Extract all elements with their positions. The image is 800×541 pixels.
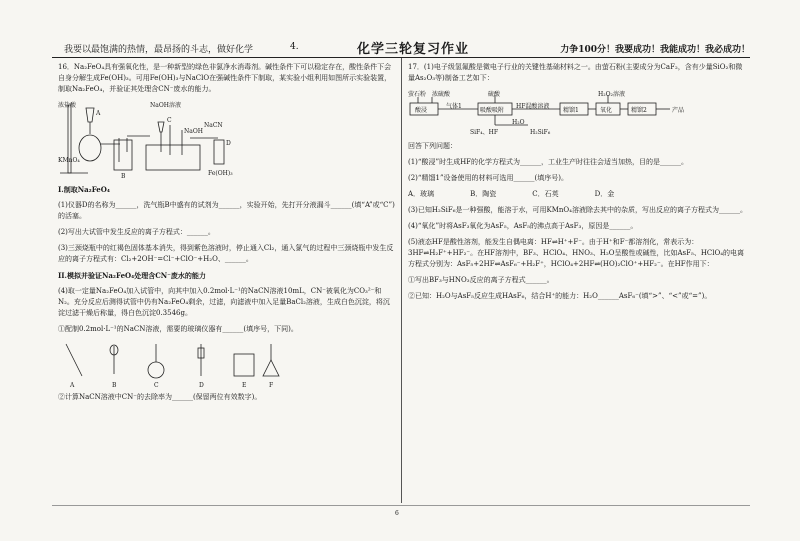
q16-4: (4)取一定量Na₂FeO₄加入试管中，向其中加入0.2mol·L⁻¹的NaCN溶液10mL，CN⁻被氧化为CO₃²⁻和N₂。充分反应后测得试管中仍有Na₂FeO₄剩余，过滤，向滤液中加入足量BaCl₂溶液，生成白色沉淀，将沉淀过滤干燥后称量，得白色沉淀0.3546g。 <box>58 287 390 317</box>
header-page-marker: 4. <box>290 42 299 52</box>
label-a: A <box>96 110 101 117</box>
page-title: 化学三轮复习作业 <box>357 42 470 57</box>
glassware-options <box>58 340 396 390</box>
q17-4: (4)“氧化”时将AsF₃氧化为AsF₅，AsF₅的沸点高于AsF₃，原因是______。 <box>408 222 638 230</box>
flow-gas1: 气体1 <box>446 103 462 110</box>
process-flow-drawing <box>408 89 708 137</box>
q16-4-sub2: ②计算NaCN溶液中CN⁻的去除率为______(保留两位有效数字)。 <box>58 393 262 401</box>
label-naoh: NaOH <box>184 128 203 135</box>
flow-conc-h2so4: 浓硫酸 <box>432 91 451 98</box>
label-kmno4: KMnO₄ <box>58 157 80 164</box>
label-c: C <box>167 117 172 124</box>
header-slogan: 力争100分！我要成功！我能成功！我必成功！ <box>560 45 750 55</box>
flow-h2sif6: H₂SiF₆ <box>530 129 551 136</box>
label-nacn: NaCN <box>204 122 223 129</box>
label-d: D <box>226 140 231 147</box>
flow-absorb: 吸酸吸附 <box>480 107 505 114</box>
q16-2: (2)写出大试管中发生反应的离子方程式：______。 <box>58 228 215 236</box>
q16-intro: 16．Na₂FeO₄具有强氧化性，是一种新型的绿色非氯净水消毒剂。碱性条件下可以稳定存在，酸性条件下会自身分解生成Fe(OH)₃。可用Fe(OH)₃与NaClO在强碱性条件下制取，某实验小组利用如图所示实验装置，制取Na₂FeO₄，并验证其处理含CN⁻废水的能力。 <box>58 63 392 93</box>
q17-2: (2)“精馏1”设备使用的材料可选用______(填序号)。 <box>408 174 568 182</box>
flow-hf-mixed-acid: HF混酸溶液 <box>516 103 550 110</box>
q17-5: (5)液态HF是酸性溶剂，能发生自偶电离：HF⇌H⁺+F⁻。由于H⁺和F⁻都溶剂化，常表示为：3HF⇌H₂F⁺+HF₂⁻。在HF溶剂中，BF₃、HClO₄、HNO₃、H₂O呈酸性或碱性，比如AsF₅、HClO₄的电离方程式分别为：AsF₅+2HF⇌AsF₆⁻+H₂F⁺，HClO₄+2HF⇌(HO)₂ClO⁺+HF₂⁻。在HF作用下： <box>408 238 745 268</box>
glassware-f: F <box>269 382 274 389</box>
flow-distill2: 精馏2 <box>631 107 647 114</box>
footer-page-number: 6 <box>395 510 399 517</box>
glassware-a: A <box>70 382 75 389</box>
flow-oxidize: 氧化 <box>600 107 613 114</box>
option-c: C．石英 <box>532 190 559 198</box>
flow-distill1: 精馏1 <box>563 107 579 114</box>
header-motto: 我要以最饱满的热情，最昂扬的斗志，做好化学 <box>64 45 254 55</box>
glassware-d: D <box>199 382 204 389</box>
q17-intro: 17．(1)电子级氢氟酸是微电子行业的关键性基础材料之一。由萤石粉(主要成分为CaF₂，含有少量SiO₂和微量As₂O₃等)制备工艺如下： <box>408 63 743 82</box>
q17-2-options <box>408 189 748 200</box>
column-divider <box>401 58 402 503</box>
page-header <box>52 38 750 56</box>
process-flow-diagram <box>408 89 748 137</box>
apparatus-diagram <box>58 100 238 180</box>
flow-sif4-hf: SiF₄、HF <box>470 129 498 136</box>
q16-3: (3)三颈烧瓶中的红褐色固体基本消失，得到紫色溶液时，停止通入Cl₂，通入氯气的过程中三颈烧瓶中发生反应的离子方程式有：Cl₂+2OH⁻=Cl⁻+ClO⁻+H₂O、______。 <box>58 244 394 263</box>
glassware-c: C <box>154 382 159 389</box>
label-fe-oh-3: Fe(OH)₃ <box>208 170 233 177</box>
glassware-drawing <box>58 340 396 382</box>
part1-title: I.制取Na₂FeO₄ <box>58 185 110 194</box>
flow-water: H₂O <box>512 119 525 126</box>
footer-divider <box>52 505 750 506</box>
q17-3: (3)已知H₂SiF₆是一种强酸，能溶于水，可用KMnO₄溶液除去其中的杂质，写出反应的离子方程式为______。 <box>408 206 747 214</box>
flow-h2o2: H₂O₂溶液 <box>598 91 625 98</box>
glassware-b: B <box>112 382 117 389</box>
glassware-e: E <box>242 382 247 389</box>
answer-prompt: 回答下列问题： <box>408 142 457 150</box>
option-a: A．玻璃 <box>408 190 435 198</box>
q16-4-sub1: ①配制0.2mol·L⁻¹的NaCN溶液，需要的玻璃仪器有______(填序号，下同)。 <box>58 325 298 333</box>
flow-h2so4: 硫酸 <box>488 91 501 98</box>
q17-1: (1)“酸浸”时生成HF的化学方程式为______，工业生产时往往会适当加热，目的是______。 <box>408 158 689 166</box>
label-b: B <box>121 173 126 180</box>
flow-product: 产品 <box>672 107 685 114</box>
label-conc-hcl: 浓盐酸 <box>58 102 77 109</box>
option-b: B．陶瓷 <box>470 190 497 198</box>
q17-5-sub2: ②已知：H₂O与AsF₅反应生成HAsF₆，结合H⁺的能力：H₂O______AsF₆⁻(填“>”、“<”或“=”)。 <box>408 292 712 300</box>
flow-acid-leach: 酸浸 <box>415 107 428 114</box>
q16-1: (1)仪器D的名称为______，洗气瓶B中盛有的试剂为______，实验开始，先打开分液漏斗______(填“A”或“C”)的活塞。 <box>58 201 395 220</box>
question-17 <box>408 62 748 307</box>
q17-5-sub1: ①写出BF₃与HNO₃反应的离子方程式______。 <box>408 276 554 284</box>
flow-fluorite: 萤石粉 <box>408 91 427 98</box>
part2-title: II.模拟并验证Na₂FeO₄处理含CN⁻废水的能力 <box>58 271 206 280</box>
question-16 <box>58 62 396 408</box>
label-naoh-solution: NaOH溶液 <box>150 102 181 109</box>
option-d: D．金 <box>594 190 615 198</box>
